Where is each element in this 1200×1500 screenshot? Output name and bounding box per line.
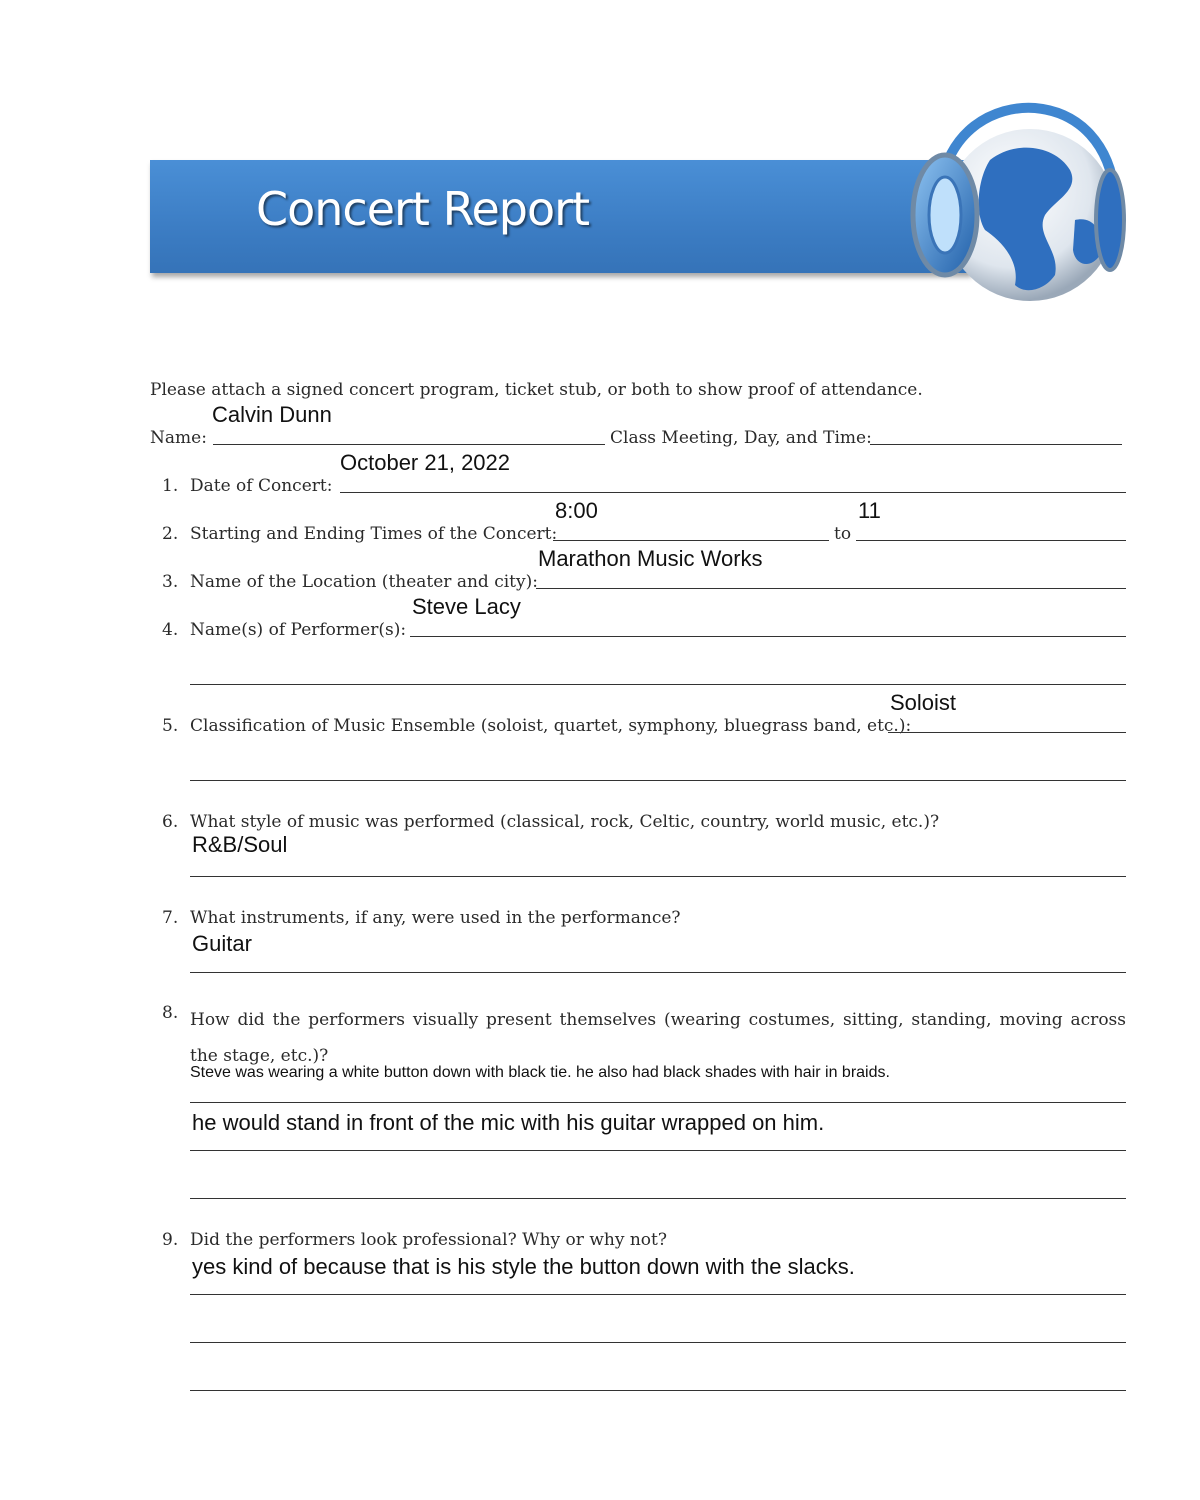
q2-number: 2. [162,524,179,544]
q3-number: 3. [162,572,179,592]
end-time-value[interactable]: 11 [858,498,881,523]
q8-label: How did the performers visually present themselves (wearing costumes, sitting, standing, moving across the stage, etc.)? [190,1010,1126,1066]
q9-label: Did the performers look professional? Why or why not? [190,1230,667,1250]
page-title: Concert Report [256,182,590,236]
header-banner [150,160,970,273]
class-meeting-line [870,444,1122,445]
attendance-instructions: Please attach a signed concert program, ticket stub, or both to show proof of attendance. [150,380,923,400]
q5-number: 5. [162,716,179,736]
start-time-line [553,540,829,541]
q8-line [190,1102,1126,1103]
q9-line-2 [190,1342,1126,1343]
q5-line [888,732,1126,733]
end-time-line [856,540,1126,541]
q3-line [536,588,1126,589]
q6-number: 6. [162,812,179,832]
name-label: Name: [150,428,207,448]
presentation-value-2[interactable]: he would stand in front of the mic with his guitar wrapped on him. [192,1110,825,1135]
q2-label: Starting and Ending Times of the Concert: [190,524,558,544]
start-time-value[interactable]: 8:00 [555,498,598,523]
q8-line-3 [190,1198,1126,1199]
q1-label: Date of Concert: [190,476,333,496]
q6-label: What style of music was performed (classical, rock, Celtic, country, world music, etc.)? [190,812,940,832]
q7-number: 7. [162,908,179,928]
q4-line-2 [190,684,1126,685]
q4-label: Name(s) of Performer(s): [190,620,407,640]
q5-label: Classification of Music Ensemble (soloist, quartet, symphony, bluegrass band, etc.): [190,716,912,736]
q9-number: 9. [162,1230,179,1250]
concert-date-value[interactable]: October 21, 2022 [340,450,511,475]
q5-line-2 [190,780,1126,781]
q1-line [340,492,1126,493]
professional-value[interactable]: yes kind of because that is his style the button down with the slacks. [192,1254,855,1279]
q9-line-3 [190,1390,1126,1391]
q7-line [190,972,1126,973]
q8-line-2 [190,1150,1126,1151]
q6-line [190,876,1126,877]
q7-label: What instruments, if any, were used in the performance? [190,908,681,928]
presentation-value-1[interactable]: Steve was wearing a white button down with black tie. he also had black shades with hair in braids. [190,1064,890,1081]
instruments-value[interactable]: Guitar [192,931,252,956]
q3-label: Name of the Location (theater and city): [190,572,538,592]
q4-number: 4. [162,620,179,640]
globe-headphones-icon [905,100,1130,310]
q9-line [190,1294,1126,1295]
q4-line [410,636,1126,637]
class-meeting-label: Class Meeting, Day, and Time: [610,428,872,448]
q1-number: 1. [162,476,179,496]
location-value[interactable]: Marathon Music Works [538,546,763,571]
music-style-value[interactable]: R&B/Soul [192,832,288,857]
name-line [213,444,605,445]
ensemble-value[interactable]: Soloist [890,690,957,715]
name-value[interactable]: Calvin Dunn [212,402,332,427]
q8-number: 8. [162,1003,179,1023]
q2-to-label: to [834,524,852,544]
performer-value[interactable]: Steve Lacy [412,594,521,619]
